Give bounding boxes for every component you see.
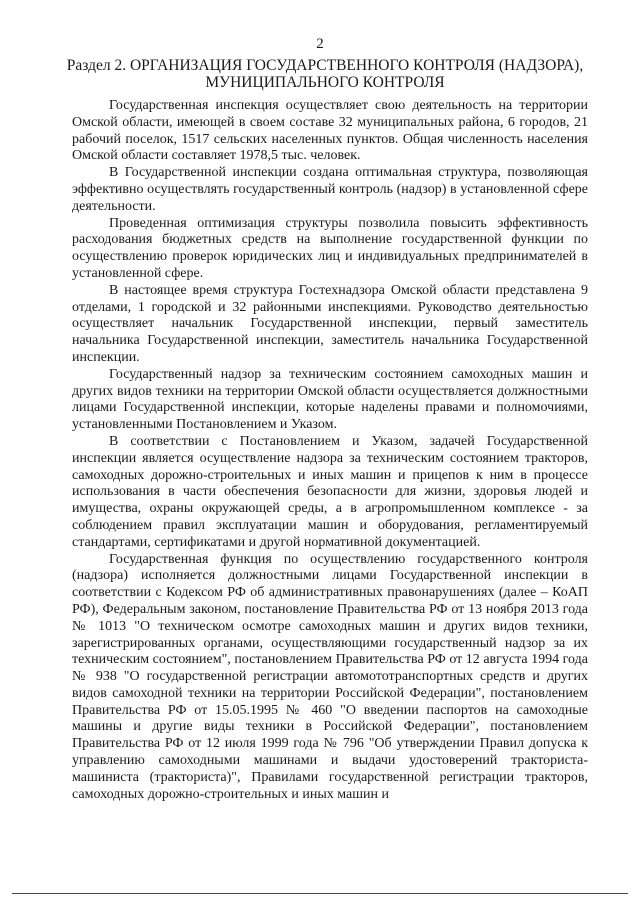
page-bottom-rule <box>12 893 628 894</box>
section-heading-line-2: МУНИЦИПАЛЬНОГО КОНТРОЛЯ <box>205 74 445 91</box>
paragraph: В соответствии с Постановлением и Указом, задачей Государственной инспекции является осуществление надзора за техническим состоянием тракторов, самоходных дорожно-строительных и иных машин и прицепов к ним в процессе использования в части обеспечения безопасности для жизни, здоровья людей и имущества, охраны окружающей среды, а в агропромышленном комплексе - за соблюдением правил эксплуатации машин и оборудования, регламентируемый стандартами, сертификатами и другой нормативной документацией. <box>72 433 588 550</box>
section-heading-line-1: Раздел 2. ОРГАНИЗАЦИЯ ГОСУДАРСТВЕННОГО КОНТРОЛЯ (НАДЗОРА), <box>66 57 584 74</box>
section-heading <box>60 57 590 91</box>
paragraph: Государственная функция по осуществлению государственного контроля (надзора) исполняется должностными лицами Государственной инспекции в соответствии с Кодексом РФ об административных правонарушениях (далее – КоАП РФ), Федеральным законом, постановление Правительства РФ от 13 ноября 2013 года № 1013 "О техническом осмотре самоходных машин и других видов техники, зарегистрированных органами, осуществляющими государственный надзор за их техническим состоянием", постановлением Правительства РФ от 12 августа 1994 года № 938 "О государственной регистрации автомототранспортных средств и других видов самоходной техники на территории Российской Федерации", постановлением Правительства РФ от 15.05.1995 № 460 "О введении паспортов на самоходные машины и другие виды техники в Российской Федерации", постановлением Правительства РФ от 12 июля 1999 года № 796 "Об утверждении Правил допуска к управлению самоходными машинами и выдачи удостоверений тракториста-машиниста (тракториста)", Правилами государственной регистрации тракторов, самоходных дорожно-строительных и иных машин и <box>72 551 588 802</box>
paragraph: Государственная инспекция осуществляет свою деятельность на территории Омской области, имеющей в своем составе 32 муниципальных района, 6 городов, 21 рабочий поселок, 1517 сельских населенных пунктов. Общая численность населения Омской области составляет 1978,5 тыс. человек. <box>72 98 588 164</box>
body-text <box>72 98 588 803</box>
page-number: 2 <box>316 36 324 52</box>
paragraph: Проведенная оптимизация структуры позволила повысить эффективность расходования бюджетных средств на выполнение государственной функции по осуществлению проверок юридических лиц и индивидуальных предпринимателей в установленной сфере. <box>72 215 588 281</box>
paragraph: Государственный надзор за техническим состоянием самоходных машин и других видов техники на территории Омской области осуществляется должностными лицами Государственной инспекции, которые наделены правами и полномочиями, установленными Постановлением и Указом. <box>72 366 588 433</box>
paragraph: В Государственной инспекции создана оптимальная структура, позволяющая эффективно осуществлять государственный контроль (надзор) в установленной сфере деятельности. <box>72 165 588 214</box>
paragraph: В настоящее время структура Гостехнадзора Омской области представлена 9 отделами, 1 городской и 32 районными инспекциями. Руководство деятельностью осуществляет начальник Государственной инспекции, первый заместитель начальника Государственной инспекции, заместитель начальника Государственной инспекции. <box>72 282 588 365</box>
